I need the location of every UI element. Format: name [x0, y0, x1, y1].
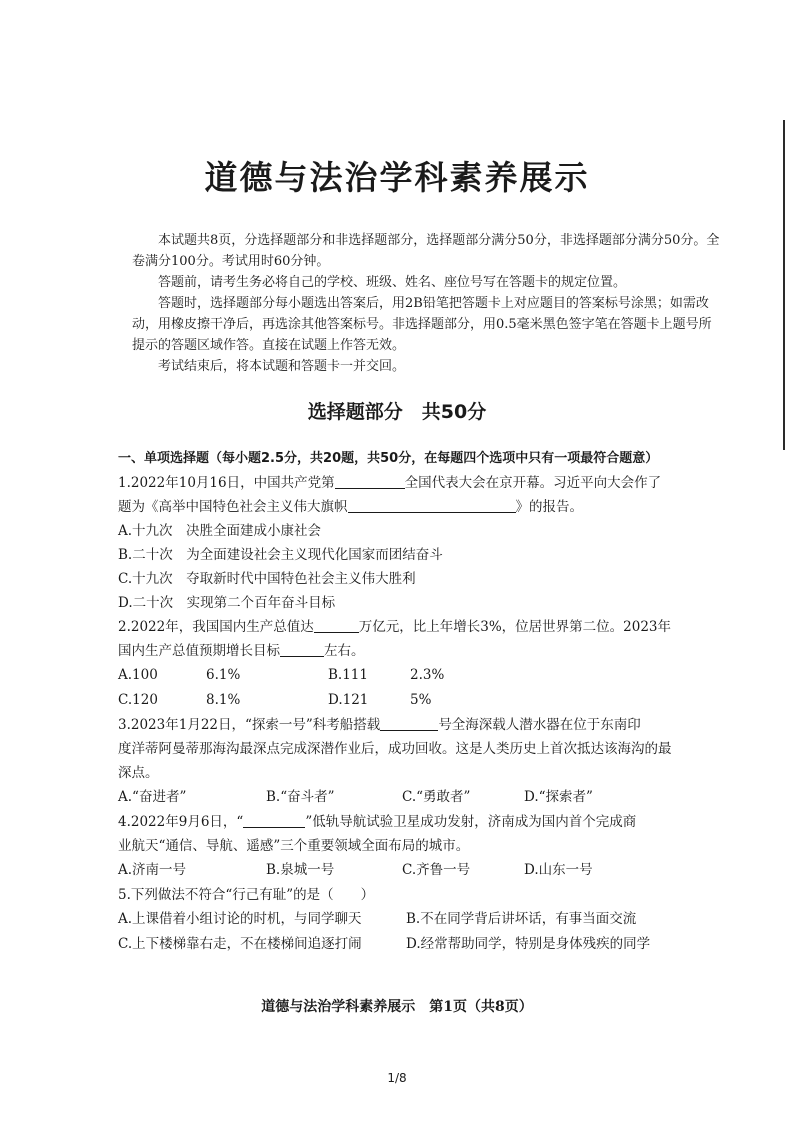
option: C.上下楼梯靠右走，不在楼梯间追逐打闹 — [118, 936, 362, 952]
answer-blank — [348, 498, 516, 513]
answer-blank — [335, 474, 405, 489]
option: A.济南一号 — [118, 862, 187, 878]
question-1-option: D.二十次 实现第二个百年奋斗目标 — [118, 595, 336, 611]
question-1-option: A.十九次 决胜全面建成小康社会 — [118, 523, 322, 539]
option-letter: B.111 — [328, 667, 368, 683]
part-header: 一、单项选择题（每小题2.5分，共20题，共50分，在每题四个选项中只有一项最符合题意） — [118, 451, 659, 466]
question-2-line-1 — [118, 615, 718, 639]
question-text: 》的报告。 — [515, 499, 583, 515]
option-letter: A.100 — [118, 667, 158, 683]
question-text: ”低轨导航试验卫星成功发射，济南成为国内首个完成商 — [305, 814, 637, 830]
answer-blank — [314, 618, 359, 633]
option-value: 8.1% — [206, 692, 241, 708]
instruction-paragraph: 考试结束后，将本试题和答题卡一并交回。 — [158, 359, 406, 374]
option: A.上课借着小组讨论的时机，与同学聊天 — [118, 911, 362, 927]
question-1-option: B.二十次 为全面建设社会主义现代化国家而团结奋斗 — [118, 547, 443, 563]
question-5-options-row — [118, 907, 718, 932]
option: A.“奋进者” — [118, 789, 187, 805]
page-footer: 道德与法治学科素养展示 第1页（共8页） — [261, 999, 533, 1015]
question-2-options-row — [118, 688, 718, 713]
option: B.不在同学背后讲坏话，有事当面交流 — [406, 911, 637, 927]
question-1-line-1 — [118, 471, 718, 495]
question-text: 国内生产总值预期增长目标 — [118, 643, 280, 659]
question-2-options-row — [118, 663, 718, 688]
option: D.经常帮助同学，特别是身体残疾的同学 — [406, 936, 651, 952]
option: C.齐鲁一号 — [402, 862, 471, 878]
option: D.山东一号 — [524, 862, 593, 878]
question-text: 3.2023年1月22日，“探索一号”科考船搭载 — [118, 717, 381, 733]
question-text: 1.2022年10月16日，中国共产党第 — [118, 475, 335, 491]
question-5-line-1: 5.下列做法不符合“行己有耻”的是（ ） — [118, 887, 375, 903]
question-text: 题为《高举中国特色社会主义伟大旗帜 — [118, 499, 348, 515]
question-2-line-2 — [118, 639, 718, 663]
answer-blank — [243, 813, 305, 828]
question-1-option: C.十九次 夺取新时代中国特色社会主义伟大胜利 — [118, 571, 416, 587]
question-text: 万亿元，比上年增长3%，位居世界第二位。2023年 — [358, 619, 672, 635]
exam-instructions — [132, 230, 722, 377]
instruction-paragraph: 答题前，请考生务必将自己的学校、班级、姓名、座位号写在答题卡的规定位置。 — [158, 275, 627, 290]
page-number: 1/8 — [387, 1071, 407, 1085]
question-3-line-1 — [118, 713, 718, 737]
option: B.“奋斗者” — [266, 789, 335, 805]
option-value: 6.1% — [206, 667, 241, 683]
answer-blank — [280, 642, 324, 657]
option: D.“探索者” — [524, 789, 593, 805]
question-4-options-row — [118, 858, 718, 883]
section-heading: 选择题部分 共50分 — [307, 401, 487, 423]
option-letter: C.120 — [118, 692, 158, 708]
exam-title: 道德与法治学科素养展示 — [204, 158, 590, 197]
option-value: 5% — [410, 692, 432, 708]
question-3-line-2: 度洋蒂阿曼蒂那海沟最深点完成深潜作业后，成功回收。这是人类历史上首次抵达该海沟的最 — [118, 741, 672, 757]
question-text: 号全海深载人潜水器在位于东南印 — [438, 717, 641, 733]
question-5-options-row — [118, 932, 718, 957]
question-3-line-3: 深点。 — [118, 765, 159, 781]
answer-blank — [380, 716, 438, 731]
option: C.“勇敢者” — [402, 789, 471, 805]
question-text: 左右。 — [324, 643, 365, 659]
option-value: 2.3% — [410, 667, 445, 683]
instruction-paragraph: 答题时，选择题部分每小题选出答案后，用2B铅笔把答题卡上对应题目的答案标号涂黑；如需改动，用橡皮擦干净后，再选涂其他答案标号。非选择题部分，用0.5毫米黑色签字笔在答题卡上题号所提示的答题区域作答。直接在试题上作答无效。 — [132, 296, 712, 353]
instruction-paragraph: 本试题共8页，分选择题部分和非选择题部分，选择题部分满分50分，非选择题部分满分50分。全卷满分100分。考试用时60分钟。 — [132, 233, 720, 269]
question-text: 4.2022年9月6日，“ — [118, 814, 244, 830]
option-letter: D.121 — [328, 692, 369, 708]
question-4-line-2: 业航天“通信、导航、遥感”三个重要领域全面布局的城市。 — [118, 838, 470, 854]
option: B.泉城一号 — [266, 862, 335, 878]
question-text: 全国代表大会在京开幕。习近平向大会作了 — [404, 475, 662, 491]
question-1-line-2 — [118, 495, 718, 519]
questions-body — [118, 447, 718, 957]
question-3-options-row — [118, 785, 718, 810]
question-text: 2.2022年，我国国内生产总值达 — [118, 619, 314, 635]
question-4-line-1 — [118, 810, 718, 834]
